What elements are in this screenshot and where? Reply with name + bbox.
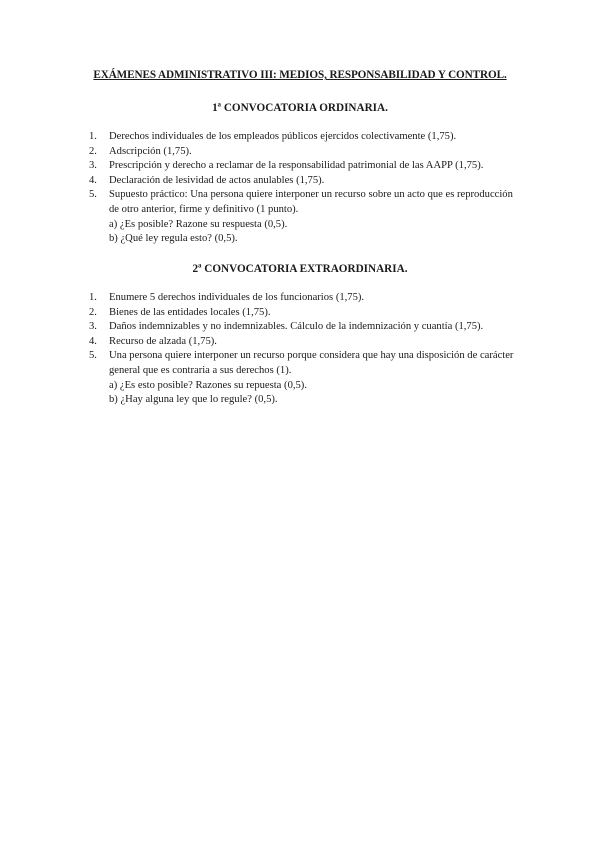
section-heading-extraordinaria: 2ª CONVOCATORIA EXTRAORDINARIA. [192, 263, 408, 275]
sub-question-b: b) ¿Qué ley regula esto? (0,5). [109, 233, 238, 245]
list-item [89, 159, 519, 174]
item-number: 2. [89, 306, 97, 318]
item-number: 5. [89, 350, 97, 362]
item-text: Adscripción (1,75). [109, 145, 192, 157]
list-item [89, 174, 519, 189]
question-list-extraordinaria [89, 291, 519, 408]
item-text: Supuesto práctico: Una persona quiere interponer un recurso sobre un acto que es reproducción de otro anterior, firme y definitivo (1 punto). [109, 189, 513, 215]
item-number: 3. [89, 321, 97, 333]
list-item [89, 349, 519, 407]
sub-question-b: b) ¿Hay alguna ley que lo regule? (0,5). [109, 394, 278, 406]
item-text: Daños indemnizables y no indemnizables. Cálculo de la indemnización y cuantía (1,75). [109, 321, 484, 333]
list-item [89, 335, 519, 350]
list-item [89, 188, 519, 246]
item-text: Declaración de lesividad de actos anulables (1,75). [109, 174, 325, 186]
question-list-ordinaria [89, 130, 519, 247]
item-number: 3. [89, 160, 97, 172]
sub-question-a: a) ¿Es posible? Razone su respuesta (0,5). [109, 218, 288, 230]
item-text: Una persona quiere interponer un recurso porque considera que hay una disposición de carácter general que es contraria a sus derechos (1). [109, 350, 514, 376]
item-number: 4. [89, 335, 97, 347]
item-number: 4. [89, 174, 97, 186]
item-text: Bienes de las entidades locales (1,75). [109, 306, 271, 318]
list-item [89, 130, 519, 145]
item-number: 1. [89, 292, 97, 303]
item-text: Derechos individuales de los empleados públicos ejercidos colectivamente (1,75). [109, 131, 457, 142]
list-item [89, 306, 519, 321]
document-title: EXÁMENES ADMINISTRATIVO III: MEDIOS, RESPONSABILIDAD Y CONTROL. [93, 69, 507, 81]
list-item [89, 291, 519, 306]
sub-question-a: a) ¿Es esto posible? Razones su repuesta (0,5). [109, 379, 307, 391]
item-number: 2. [89, 145, 97, 157]
list-item [89, 320, 519, 335]
item-number: 1. [89, 131, 97, 142]
item-text: Enumere 5 derechos individuales de los funcionarios (1,75). [109, 292, 365, 303]
section-heading-ordinaria: 1ª CONVOCATORIA ORDINARIA. [212, 102, 388, 114]
item-text: Prescripción y derecho a reclamar de la responsabilidad patrimonial de las AAPP (1,75). [109, 160, 484, 172]
list-item [89, 145, 519, 160]
item-text: Recurso de alzada (1,75). [109, 335, 217, 347]
item-number: 5. [89, 189, 97, 201]
